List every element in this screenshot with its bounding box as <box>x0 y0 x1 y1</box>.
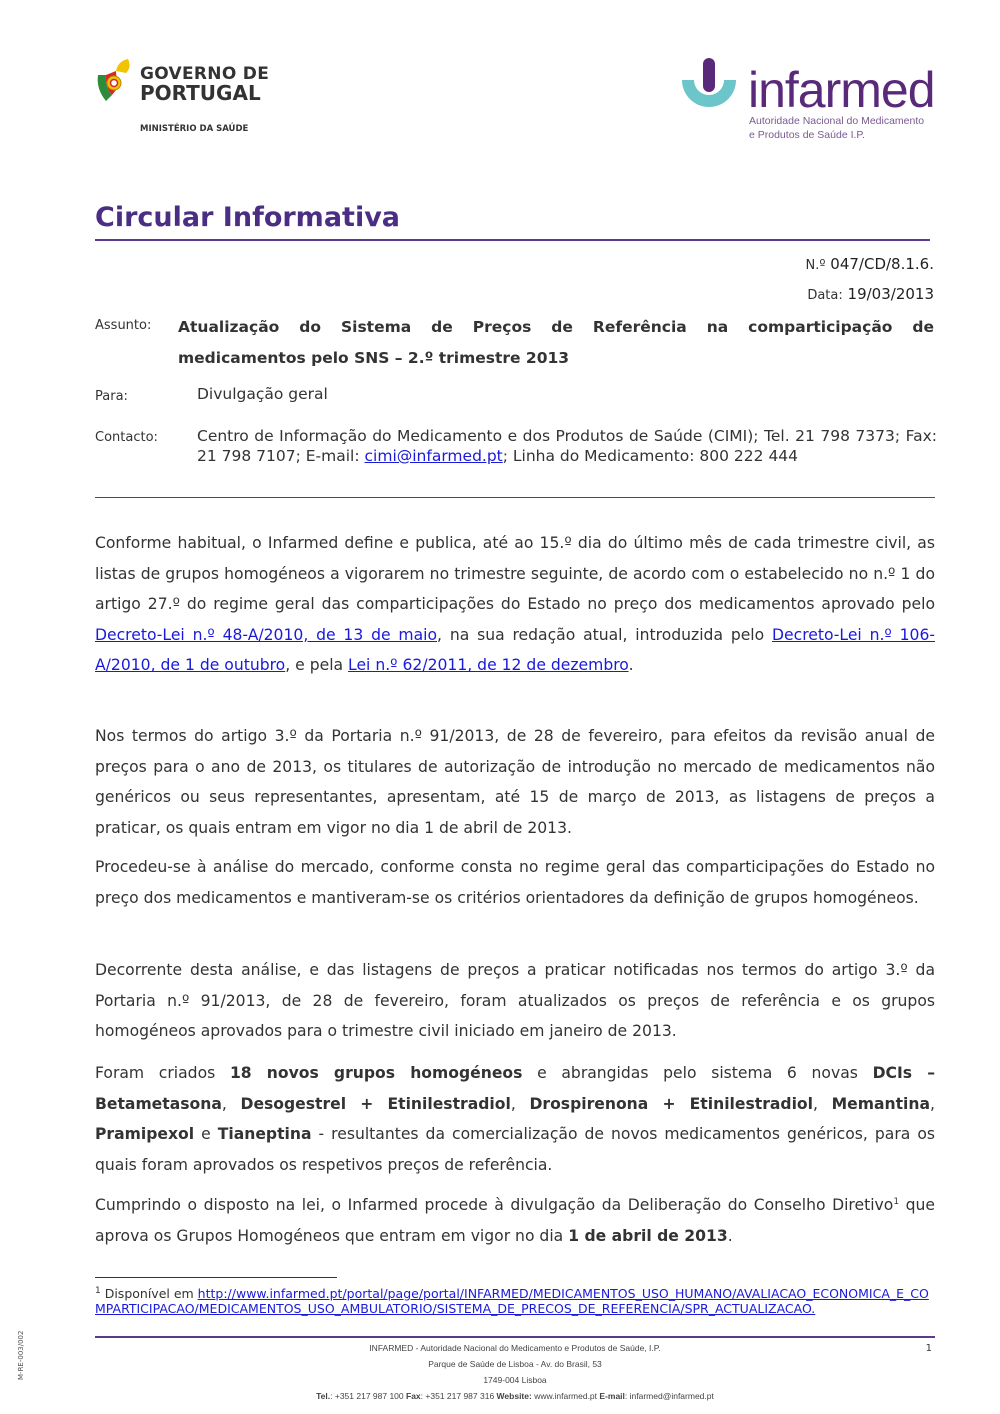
contact-email-link[interactable]: cimi@infarmed.pt <box>364 447 503 465</box>
footnote-number: 1 <box>95 1285 101 1296</box>
contact-text <box>197 426 937 466</box>
number-label: N.º <box>805 258 826 273</box>
infarmed-subtitle <box>749 114 924 142</box>
gov-logo-line1: GOVERNO DE <box>140 64 270 84</box>
p5-sep-4: , <box>930 1094 935 1113</box>
footer-email-label: E-mail <box>599 1391 625 1401</box>
circular-number <box>806 255 934 273</box>
p5-bold-betametasona: DCIs – Betametasona <box>95 1064 936 1113</box>
infarmed-logo-icon <box>676 56 742 122</box>
p5-sep-5: e <box>194 1125 218 1144</box>
date-label: Data: <box>807 288 843 303</box>
footer-org: INFARMED - Autoridade Nacional do Medicamento e Produtos de Saúde, I.P. <box>369 1343 661 1353</box>
p1-text-b: , na sua redação atual, introduzida pelo <box>437 625 773 644</box>
decreto-lei-48a-link[interactable]: Decreto-Lei n.º 48-A/2010, de 13 de maio <box>95 625 438 644</box>
footer-web[interactable]: www.infarmed.pt <box>531 1391 600 1401</box>
footer-contacts <box>95 1388 935 1404</box>
footer-address: Parque de Saúde de Lisboa - Av. do Brasil, 53 <box>428 1359 602 1369</box>
circular-date <box>807 285 934 303</box>
decreto-lei-106a-link[interactable]: Decreto-Lei n.º 106-A/2010, de 1 de outubro <box>95 625 935 675</box>
footer-postcode: 1749-004 Lisboa <box>483 1375 547 1385</box>
infarmed-subtitle-line2: e Produtos de Saúde I.P. <box>749 129 865 141</box>
p1-text-d: . <box>628 656 634 675</box>
date-value: 19/03/2013 <box>847 285 934 303</box>
number-value: 047/CD/8.1.6. <box>830 255 934 273</box>
p5-text-d: - resultantes da comercialização de novos medicamentos genéricos, para os quais foram aprovados os respetivos preços de referência. <box>95 1125 935 1174</box>
p5-bold-pramipexol: Pramipexol <box>95 1125 195 1144</box>
p5-bold-memantina: Memantina <box>831 1094 931 1113</box>
footnote <box>95 1286 935 1316</box>
footer-fax-label: Fax <box>406 1391 421 1401</box>
body-paragraph-6 <box>95 1190 935 1251</box>
document-code: M-RE-003/002 <box>17 1330 25 1380</box>
gov-logo-line2: PORTUGAL <box>140 81 261 105</box>
subject-text: Atualização do Sistema de Preços de Referência na comparticipação de medicamentos pelo SNS – 2.º trimestre 2013 <box>178 318 934 367</box>
footnote-pre: Disponível em <box>100 1286 198 1301</box>
meta-divider <box>95 497 935 498</box>
infarmed-wordmark: infarmed <box>748 62 935 118</box>
p5-sep-2: , <box>510 1094 530 1113</box>
footer-email[interactable]: : infarmed@infarmed.pt <box>624 1391 714 1401</box>
page-title: Circular Informativa <box>95 202 401 233</box>
contact-pre: Centro de Informação do Medicamento e dos Produtos de Saúde (CIMI); Tel. 21 798 7373; Fax: 21 798 7107; E-mail: <box>197 427 937 465</box>
body-paragraph-5 <box>95 1058 935 1180</box>
p5-bold-groups: 18 novos grupos homogéneos <box>229 1064 523 1082</box>
page-number: 1 <box>925 1343 932 1354</box>
footer-fax: : +351 217 987 316 <box>420 1391 497 1401</box>
to-text: Divulgação geral <box>197 385 328 403</box>
p1-text-c: , e pela <box>285 656 349 675</box>
infarmed-subtitle-line1: Autoridade Nacional do Medicamento <box>749 115 925 127</box>
p5-text-c: e abrangidas pelo sistema 6 novas <box>522 1064 873 1082</box>
footer-web-label: Website: <box>496 1391 532 1401</box>
to-label: Para: <box>95 389 128 404</box>
p6-text-c: . <box>727 1226 733 1245</box>
gov-ministry-label: MINISTÉRIO DA SAÚDE <box>140 124 249 134</box>
contact-label: Contacto: <box>95 430 158 445</box>
government-portugal-logo <box>92 55 140 113</box>
body-paragraph-4: Decorrente desta análise, e das listagens de preços a praticar notificadas nos termos do artigo 3.º da Portaria n.º 91/2013, de 28 de fevereiro, foram atualizados os preços de referência e os grupos homogéneos aprovados para o trimestre civil iniciado em janeiro de 2013. <box>95 961 935 1041</box>
p5-bold-drospirenona: Drospirenona + Etinilestradiol <box>529 1094 813 1113</box>
footer-tel-label: Tel. <box>316 1391 331 1401</box>
p6-text-a: Cumprindo o disposto na lei, o Infarmed procede à divulgação da Deliberação do Conselho Diretivo <box>95 1196 894 1214</box>
title-divider <box>95 239 930 241</box>
contact-post: ; Linha do Medicamento: 800 222 444 <box>502 447 799 465</box>
subject-label: Assunto: <box>95 318 152 333</box>
lei-62-2011-link[interactable]: Lei n.º 62/2011, de 12 de dezembro <box>348 656 629 675</box>
footnote-ref[interactable]: 1 <box>893 1196 900 1207</box>
footer-tel: : +351 217 987 100 <box>330 1391 407 1401</box>
p6-text-b: que aprova os Grupos Homogéneos que entram em vigor no dia <box>95 1196 935 1245</box>
p5-sep-3: , <box>813 1094 832 1113</box>
footnote-url-link[interactable]: http://www.infarmed.pt/portal/page/portal/INFARMED/MEDICAMENTOS_USO_HUMANO/AVALIACAO_ECONOMICA_E_COMPARTICIPACAO/MEDICAMENTOS_USO_AMBULATORIO/SISTEMA_DE_PRECOS_DE_REFERENCIA/SPR_ACTUALIZACAO. <box>95 1286 929 1316</box>
footnote-divider <box>95 1277 337 1278</box>
body-paragraph-2: Nos termos do artigo 3.º da Portaria n.º 91/2013, de 28 de fevereiro, para efeitos da revisão anual de preços para o ano de 2013, os titulares de autorização de introdução no mercado de medicamentos não genéricos ou seus representantes, apresentam, até 15 de março de 2013, as listagens de preços a praticar, os quais entram em vigor no dia 1 de abril de 2013. <box>95 727 935 837</box>
p1-text-a: Conforme habitual, o Infarmed define e publica, até ao 15.º dia do último mês de cada trimestre civil, as listas de grupos homogéneos a vigorarem no trimestre seguinte, de acordo com o estabelecido no n.º 1 do artigo 27.º do regime geral das comparticipações do Estado no preço dos medicamentos aprovado pelo <box>95 534 935 614</box>
body-paragraph-3: Procedeu-se à análise do mercado, conforme consta no regime geral das comparticipações do Estado no preço dos medicamentos e mantiveram-se os critérios orientadores da definição de grupos homogéneos. <box>95 858 935 907</box>
p6-bold-date: 1 de abril de 2013 <box>568 1226 728 1245</box>
footer-divider <box>95 1336 935 1338</box>
p5-bold-desogestrel: Desogestrel + Etinilestradiol <box>240 1094 511 1113</box>
p5-text-a: Foram criados <box>95 1064 230 1082</box>
p5-sep-1: , <box>221 1094 241 1113</box>
footer <box>95 1340 935 1404</box>
body-paragraph-1 <box>95 528 935 681</box>
p5-bold-tianeptina: Tianeptina <box>217 1125 312 1144</box>
